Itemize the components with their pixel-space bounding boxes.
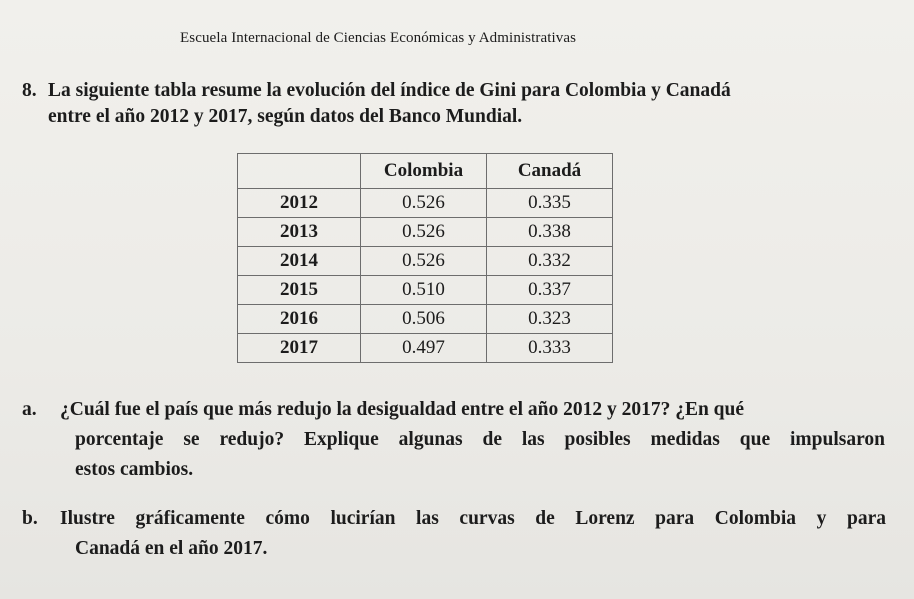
canada-cell: 0.337: [487, 276, 613, 305]
part-b-line2: Canadá en el año 2017.: [75, 538, 268, 559]
part-a-line3: estos cambios.: [75, 459, 194, 480]
colombia-cell: 0.506: [361, 305, 487, 334]
question-text-line2: entre el año 2012 y 2017, según datos del Banco Mundial.: [48, 106, 523, 127]
year-cell: 2017: [238, 334, 361, 363]
part-b-line1: Ilustre gráficamente cómo lucirían las curvas de Lorenz para Colombia y para: [60, 508, 886, 529]
canada-cell: 0.323: [487, 305, 613, 334]
table-row: [238, 247, 613, 276]
part-a-line1: ¿Cuál fue el país que más redujo la desigualdad entre el año 2012 y 2017? ¿En qué: [60, 399, 745, 420]
canada-cell: 0.338: [487, 218, 613, 247]
year-cell: 2016: [238, 305, 361, 334]
canada-cell: 0.335: [487, 189, 613, 218]
school-header: Escuela Internacional de Ciencias Económicas y Administrativas: [180, 30, 577, 46]
question-number: 8.: [22, 80, 37, 101]
table-row: [238, 276, 613, 305]
canada-cell: 0.332: [487, 247, 613, 276]
part-b-label: b.: [22, 508, 38, 529]
year-cell: 2014: [238, 247, 361, 276]
colombia-cell: 0.510: [361, 276, 487, 305]
colombia-cell: 0.526: [361, 247, 487, 276]
colombia-cell: 0.526: [361, 189, 487, 218]
header-blank: [238, 154, 361, 189]
year-cell: 2012: [238, 189, 361, 218]
table-row: [238, 189, 613, 218]
gini-table: [237, 153, 613, 363]
table-row: [238, 218, 613, 247]
header-colombia: Colombia: [361, 154, 487, 189]
canada-cell: 0.333: [487, 334, 613, 363]
question-8: [22, 78, 892, 130]
table-row: [238, 305, 613, 334]
part-b: [22, 504, 890, 564]
table-row: [238, 334, 613, 363]
table-header-row: [238, 154, 613, 189]
question-text-line1: La siguiente tabla resume la evolución del índice de Gini para Colombia y Canadá: [48, 80, 731, 101]
part-a-line2: porcentaje se redujo? Explique algunas de las posibles medidas que impulsaron: [75, 429, 885, 450]
header-canada: Canadá: [487, 154, 613, 189]
colombia-cell: 0.526: [361, 218, 487, 247]
part-a: [22, 395, 890, 485]
colombia-cell: 0.497: [361, 334, 487, 363]
part-a-label: a.: [22, 399, 37, 420]
year-cell: 2015: [238, 276, 361, 305]
year-cell: 2013: [238, 218, 361, 247]
